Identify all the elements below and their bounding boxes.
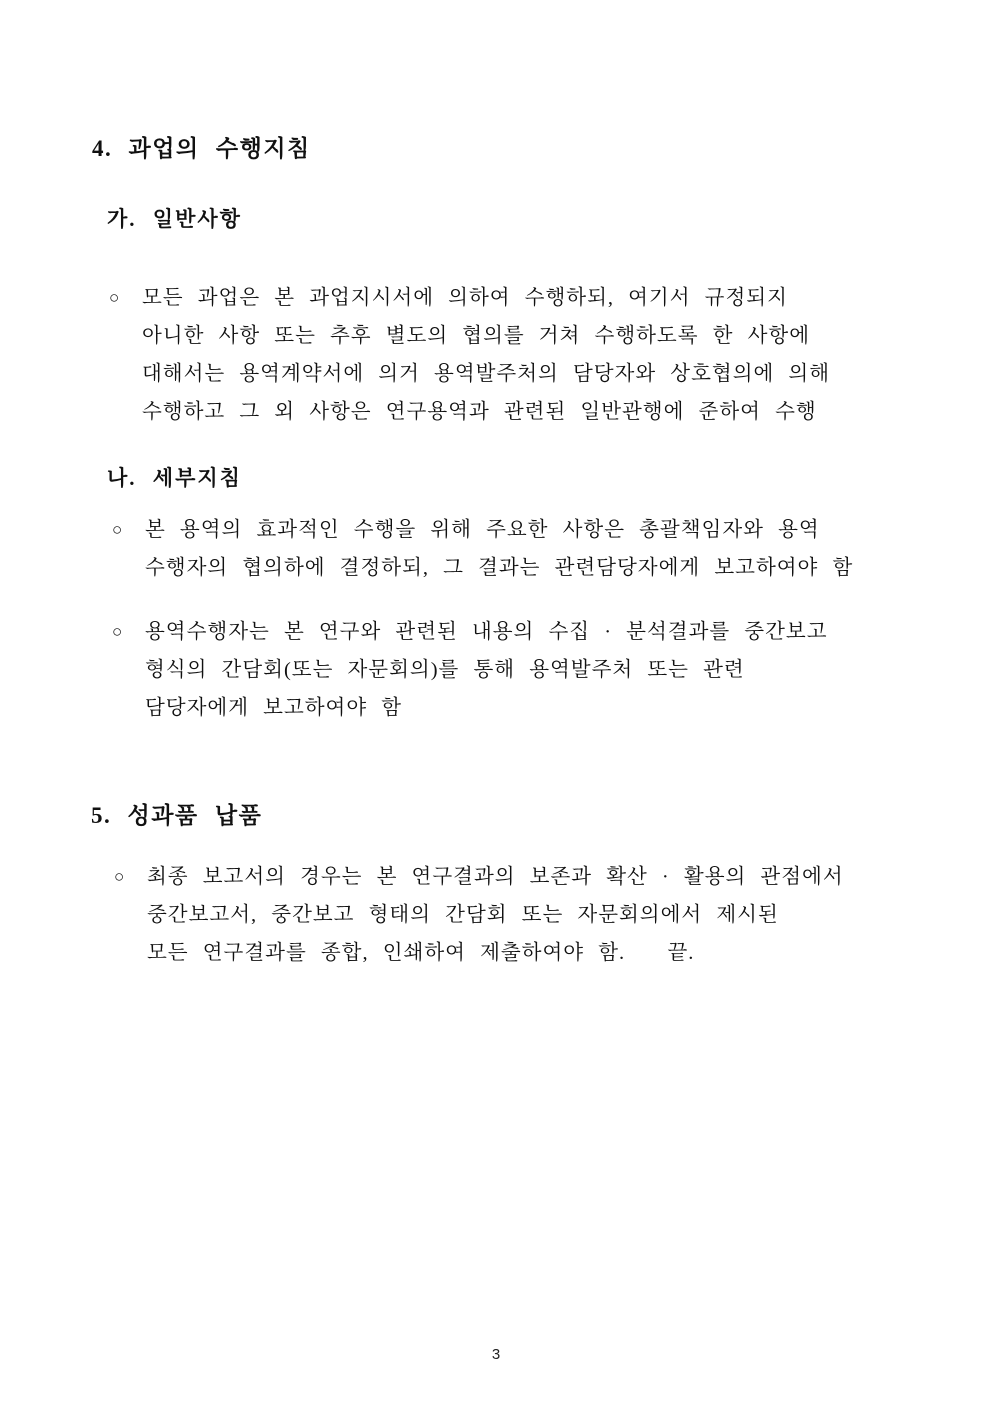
bullet-marker: ○ — [112, 520, 123, 539]
detail-bullet-2-text — [145, 613, 828, 727]
subsection-ga-heading: 가. 일반사항 — [107, 207, 242, 231]
general-bullet-1 — [109, 279, 909, 431]
subsection-na-heading: 나. 세부지침 — [107, 466, 242, 490]
paragraph-line: 수행자의 협의하에 결정하되, 그 결과는 관련담당자에게 보고하여야 함 — [145, 557, 854, 579]
section-4-heading: 4. 과업의 수행지침 — [92, 136, 311, 161]
paragraph-line: 본 용역의 효과적인 수행을 위해 주요한 사항은 총괄책임자와 용역 — [145, 519, 820, 541]
paragraph-line: 최종 보고서의 경우는 본 연구결과의 보존과 확산 · 활용의 관점에서 — [147, 866, 844, 888]
general-bullet-1-text — [142, 279, 830, 431]
bullet-marker: ○ — [114, 867, 125, 886]
paragraph-line: 중간보고서, 중간보고 형태의 간담회 또는 자문회의에서 제시된 — [147, 904, 779, 926]
paragraph-line: 용역수행자는 본 연구와 관련된 내용의 수집 · 분석결과를 중간보고 — [145, 621, 828, 643]
paragraph-line: 담당자에게 보고하여야 함 — [145, 697, 403, 719]
paragraph-line: 아니한 사항 또는 추후 별도의 협의를 거쳐 수행하도록 한 사항에 — [142, 325, 811, 347]
detail-bullet-2 — [112, 613, 912, 727]
paragraph-line: 수행하고 그 외 사항은 연구용역과 관련된 일반관행에 준하여 수행 — [142, 401, 817, 423]
paragraph-line: 형식의 간담회(또는 자문회의)를 통해 용역발주처 또는 관련 — [145, 659, 745, 681]
detail-bullet-1-text — [145, 511, 853, 587]
page-number: 3 — [491, 1346, 501, 1363]
delivery-bullet-1-text — [147, 858, 844, 972]
section-5-heading: 5. 성과품 납품 — [91, 803, 263, 828]
detail-bullet-1 — [112, 511, 912, 587]
paragraph-line: 대해서는 용역계약서에 의거 용역발주처의 담당자와 상호협의에 의해 — [142, 363, 831, 385]
bullet-marker: ○ — [112, 622, 123, 641]
delivery-bullet-1 — [114, 858, 914, 972]
bullet-marker: ○ — [109, 288, 120, 307]
paragraph-line: 모든 연구결과를 종합, 인쇄하여 제출하여야 함. 끝. — [147, 942, 695, 964]
paragraph-line: 모든 과업은 본 과업지시서에 의하여 수행하되, 여기서 규정되지 — [142, 287, 788, 309]
